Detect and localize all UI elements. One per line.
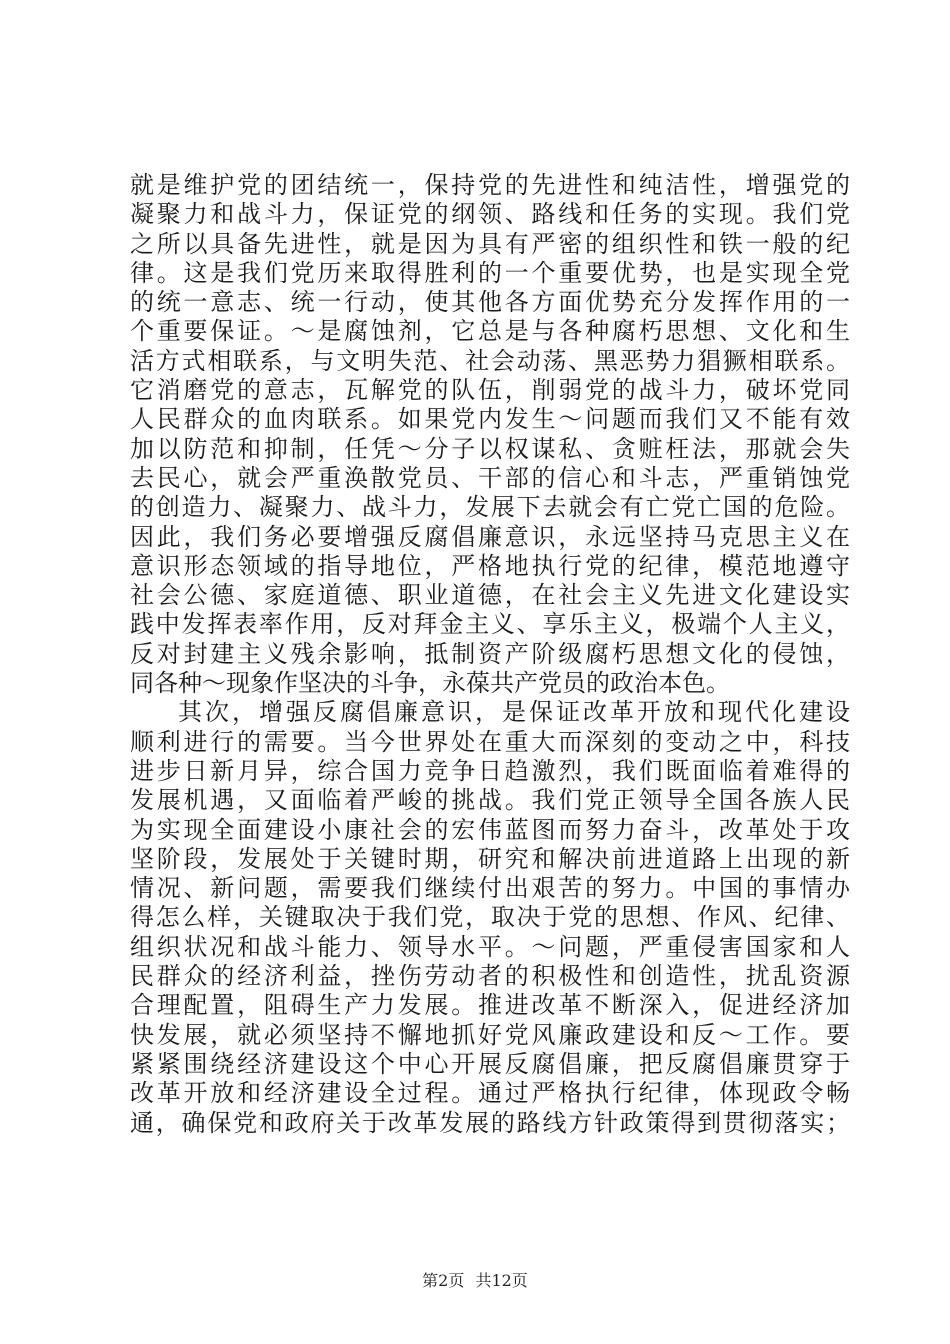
text-line: 发展机遇，又面临着严峻的挑战。我们党正领导全国各族人民 <box>130 786 850 815</box>
text-line: 进步日新月异，综合国力竞争日趋激烈，我们既面临着难得的 <box>130 756 850 785</box>
text-line: 意识形态领域的指导地位，严格地执行党的纪律，模范地遵守 <box>130 551 850 580</box>
text-line: 通，确保党和政府关于改革发展的路线方针政策得到贯彻落实； <box>130 1108 850 1137</box>
text-line: 就是维护党的团结统一，保持党的先进性和纯洁性，增强党的 <box>130 171 850 199</box>
text-line: 律。这是我们党历来取得胜利的一个重要优势，也是实现全党 <box>130 258 850 287</box>
text-line: 它消磨党的意志，瓦解党的队伍，削弱党的战斗力，破坏党同 <box>130 376 850 405</box>
text-line: 因此，我们务必要增强反腐倡廉意识，永远坚持马克思主义在 <box>130 522 850 551</box>
paragraph-start-line: 其次，增强反腐倡廉意识，是保证改革开放和现代化建设 <box>178 698 850 727</box>
text-line: 凝聚力和战斗力，保证党的纲领、路线和任务的实现。我们党 <box>130 200 850 229</box>
text-line: 践中发挥表率作用，反对拜金主义、享乐主义，极端个人主义， <box>130 610 850 639</box>
text-line: 社会公德、家庭道德、职业道德，在社会主义先进文化建设实 <box>130 581 850 610</box>
text-line: 去民心，就会严重涣散党员、干部的信心和斗志，严重销蚀党 <box>130 463 850 492</box>
text-line: 顺利进行的需要。当今世界处在重大而深刻的变动之中，科技 <box>130 727 850 756</box>
text-line: 活方式相联系，与文明失范、社会动荡、黑恶势力猖獗相联系。 <box>130 346 850 375</box>
text-line: 人民群众的血肉联系。如果党内发生～问题而我们又不能有效 <box>130 405 850 434</box>
text-line: 反对封建主义残余影响，抵制资产阶级腐朽思想文化的侵蚀， <box>130 639 850 668</box>
text-line: 改革开放和经济建设全过程。通过严格执行纪律，体现政令畅 <box>130 1079 850 1108</box>
text-line: 的创造力、凝聚力、战斗力，发展下去就会有亡党亡国的危险。 <box>130 493 850 522</box>
text-line: 紧紧围绕经济建设这个中心开展反腐倡廉，把反腐倡廉贯穿于 <box>130 1049 850 1078</box>
page-footer: 第2页 共12页 <box>422 1271 528 1290</box>
text-line: 个重要保证。～是腐蚀剂，它总是与各种腐朽思想、文化和生 <box>130 317 850 346</box>
paragraph-end-line: 同各种～现象作坚决的斗争，永葆共产党员的政治本色。 <box>130 669 730 698</box>
text-line: 之所以具备先进性，就是因为具有严密的组织性和铁一般的纪 <box>130 229 850 258</box>
text-line: 坚阶段，发展处于关键时期，研究和解决前进道路上出现的新 <box>130 844 850 873</box>
text-line: 组织状况和战斗能力、领导水平。～问题，严重侵害国家和人 <box>130 932 850 961</box>
text-line: 情况、新问题，需要我们继续付出艰苦的努力。中国的事情办 <box>130 874 850 903</box>
text-line: 合理配置，阻碍生产力发展。推进改革不断深入，促进经济加 <box>130 991 850 1020</box>
text-line: 为实现全面建设小康社会的宏伟蓝图而努力奋斗，改革处于攻 <box>130 815 850 844</box>
text-line: 的统一意志、统一行动，使其他各方面优势充分发挥作用的一 <box>130 288 850 317</box>
text-line: 快发展，就必须坚持不懈地抓好党风廉政建设和反～工作。要 <box>130 1020 850 1049</box>
text-line: 得怎么样，关键取决于我们党，取决于党的思想、作风、纪律、 <box>130 903 850 932</box>
text-line: 加以防范和抑制，任凭～分子以权谋私、贪赃枉法，那就会失 <box>130 434 850 463</box>
body-text <box>130 171 850 1138</box>
text-line: 民群众的经济利益，挫伤劳动者的积极性和创造性，扰乱资源 <box>130 962 850 991</box>
